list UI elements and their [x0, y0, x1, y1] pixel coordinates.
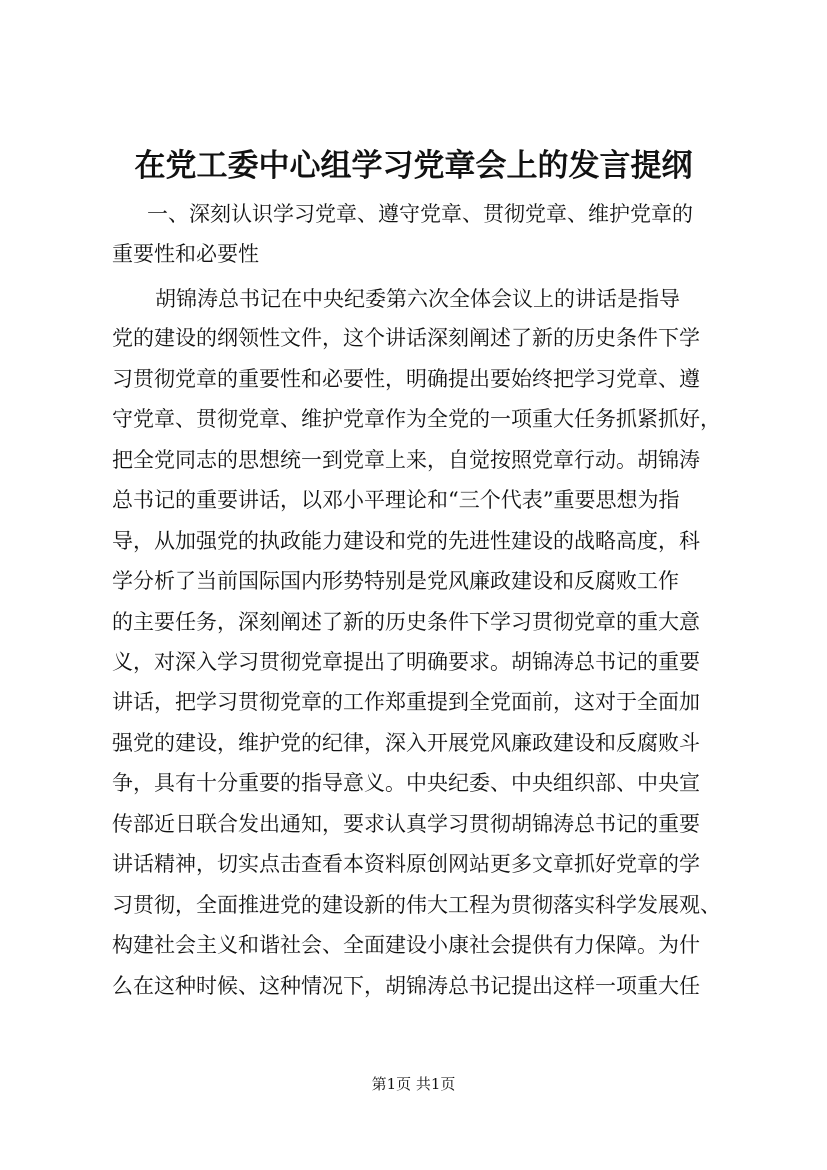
section-heading-line-1: 一、深刻认识学习党章、遵守党章、贯彻党章、维护党章的 — [147, 202, 693, 226]
body-line: 导，从加强党的执政能力建设和党的先进性建设的战略高度，科 — [112, 529, 700, 553]
body-line: 把全党同志的思想统一到党章上来，自觉按照党章行动。胡锦涛 — [112, 448, 700, 472]
body-line: 么在这种时候、这种情况下，胡锦涛总书记提出这样一项重大任 — [112, 974, 700, 998]
body-line: 习贯彻党章的重要性和必要性，明确提出要始终把学习党章、遵 — [112, 367, 700, 391]
body-line: 习贯彻，全面推进党的建设新的伟大工程为贯彻落实科学发展观、 — [112, 893, 721, 917]
body-line: 党的建设的纲领性文件，这个讲话深刻阐述了新的历史条件下学 — [112, 326, 700, 350]
body-line: 讲话，把学习贯彻党章的工作郑重提到全党面前，这对于全面加 — [112, 690, 700, 714]
body-line: 义，对深入学习贯彻党章提出了明确要求。胡锦涛总书记的重要 — [112, 650, 700, 674]
body-line: 讲话精神，切实点击查看本资料原创网站更多文章抓好党章的学 — [112, 852, 700, 876]
page-number-footer: 第1页 共1页 — [371, 1075, 456, 1093]
body-line: 传部近日联合发出通知，要求认真学习贯彻胡锦涛总书记的重要 — [112, 812, 700, 836]
body-line: 学分析了当前国际国内形势特别是党风廉政建设和反腐败工作 — [112, 569, 679, 593]
body-line: 争，具有十分重要的指导意义。中央纪委、中央组织部、中央宣 — [112, 771, 700, 795]
body-line: 构建社会主义和谐社会、全面建设小康社会提供有力保障。为什 — [112, 933, 700, 957]
section-heading-line-2: 重要性和必要性 — [112, 242, 259, 266]
body-line: 守党章、贯彻党章、维护党章作为全党的一项重大任务抓紧抓好， — [112, 407, 721, 431]
body-line: 的主要任务，深刻阐述了新的历史条件下学习贯彻党章的重大意 — [112, 610, 700, 634]
document-title: 在党工委中心组学习党章会上的发言提纲 — [134, 148, 693, 184]
body-line: 胡锦涛总书记在中央纪委第六次全体会议上的讲话是指导 — [155, 287, 680, 311]
body-line: 强党的建设，维护党的纪律，深入开展党风廉政建设和反腐败斗 — [112, 731, 700, 755]
body-line: 总书记的重要讲话，以邓小平理论和“三个代表”重要思想为指 — [112, 488, 680, 512]
